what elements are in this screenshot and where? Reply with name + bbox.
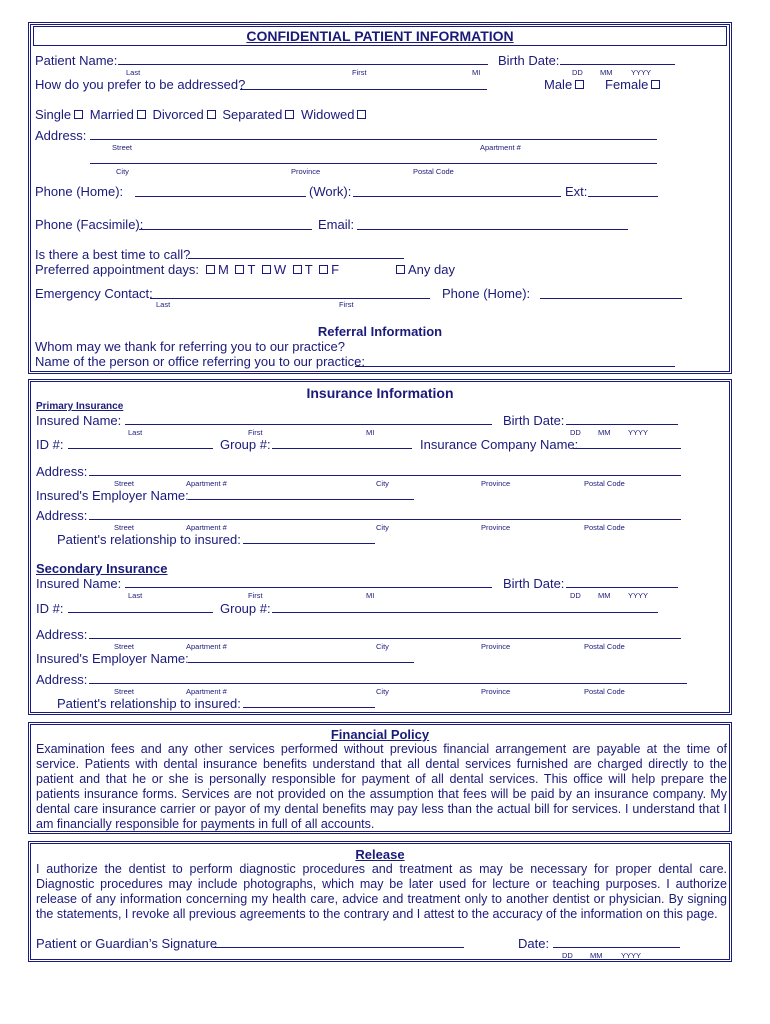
primary-employer-address-label: Address: — [36, 508, 88, 523]
secondary-employer-address-label: Address: — [36, 672, 88, 687]
emergency-phone-field[interactable] — [540, 286, 682, 299]
addr-sub-city: City — [116, 167, 129, 176]
secondary-emp-province: Province — [481, 687, 511, 696]
page-title: CONFIDENTIAL PATIENT INFORMATION — [246, 28, 514, 44]
name-sub-last: Last — [126, 68, 141, 77]
secondary-date-mm: MM — [598, 591, 611, 600]
primary-emp-city: City — [376, 523, 389, 532]
financial-heading: Financial Policy — [330, 727, 430, 742]
referral-q2: Name of the person or office referring you to our practice: — [35, 354, 365, 369]
separated-label: Separated — [222, 107, 283, 122]
primary-group-label: Group #: — [220, 437, 271, 452]
phone-home-field[interactable] — [135, 184, 306, 197]
primary-address-field[interactable] — [89, 463, 681, 476]
secondary-heading: Secondary Insurance — [36, 561, 168, 576]
secondary-addr-province: Province — [481, 642, 511, 651]
secondary-relationship-label: Patient's relationship to insured: — [57, 696, 241, 711]
email-label: Email: — [318, 217, 355, 232]
married-checkbox[interactable] — [137, 110, 146, 119]
primary-heading: Primary Insurance — [36, 401, 124, 412]
secondary-emp-street: Street — [114, 687, 135, 696]
secondary-group-field[interactable] — [272, 600, 658, 613]
emergency-field[interactable] — [150, 286, 430, 299]
secondary-insured-name-field[interactable] — [125, 575, 492, 588]
single-label: Single — [35, 107, 72, 122]
referral-heading: Referral Information — [317, 324, 443, 339]
secondary-sub-mi: MI — [366, 591, 375, 600]
address-pref-label: How do you prefer to be addressed? — [35, 77, 246, 92]
email-field[interactable] — [357, 217, 628, 230]
emergency-label: Emergency Contact: — [35, 286, 153, 301]
primary-date-dd: DD — [570, 428, 581, 437]
secondary-addr-postal: Postal Code — [584, 642, 625, 651]
primary-addr-apartment: Apartment # — [186, 479, 227, 488]
day-f-label: F — [331, 262, 340, 277]
addr-sub-province: Province — [291, 167, 321, 176]
secondary-emp-city: City — [376, 687, 389, 696]
release-heading: Release — [355, 847, 405, 862]
widowed-checkbox[interactable] — [357, 110, 366, 119]
primary-addr-postal: Postal Code — [584, 479, 625, 488]
primary-addr-street: Street — [114, 479, 135, 488]
primary-birth-field[interactable] — [566, 412, 678, 425]
any-day-option[interactable] — [393, 262, 455, 277]
ext-label: Ext: — [565, 184, 588, 199]
release-date-mm: MM — [590, 951, 603, 960]
day-m-checkbox[interactable] — [206, 265, 215, 274]
release-date-yyyy: YYYY — [621, 951, 642, 960]
divorced-checkbox[interactable] — [207, 110, 216, 119]
primary-date-yyyy: YYYY — [628, 428, 649, 437]
primary-company-label: Insurance Company Name: — [420, 437, 579, 452]
day-t1-label: T — [247, 262, 256, 277]
insurance-heading: Insurance Information — [306, 385, 454, 401]
primary-insured-name-field[interactable] — [125, 412, 492, 425]
male-checkbox[interactable] — [575, 80, 584, 89]
secondary-addr-apartment: Apartment # — [186, 642, 227, 651]
financial-text: Examination fees and any other services performed without previous financial arrangement are payable at the time of service. Patients with dental insurance benefits understand that all dental services furnished are charged directly to the patient and that he or she is personally responsible for payment of all dental services. This office will help prepare the patients insurance forms. Services are not provided on the assumption that fees will be paid by an insurance company. My dental care insurance carrier or payor of my dental benefits may pay less than the actual bill for services. I understand that I am financially responsible for payments in full of all accounts. — [36, 742, 727, 831]
work-field[interactable] — [353, 184, 561, 197]
any-day-label: Any day — [408, 262, 455, 277]
secondary-id-label: ID #: — [36, 601, 64, 616]
primary-sub-last: Last — [128, 428, 143, 437]
patient-name-label: Patient Name: — [35, 53, 118, 68]
address-pref-field[interactable] — [240, 77, 487, 90]
secondary-insured-name-label: Insured Name: — [36, 576, 122, 591]
married-label: Married — [89, 107, 134, 122]
primary-employer-field[interactable] — [188, 487, 414, 500]
male-option[interactable] — [544, 77, 587, 92]
secondary-emp-apartment: Apartment # — [186, 687, 227, 696]
day-f-checkbox[interactable] — [319, 265, 328, 274]
primary-emp-apartment: Apartment # — [186, 523, 227, 532]
female-option[interactable] — [605, 77, 663, 92]
primary-group-field[interactable] — [272, 436, 412, 449]
release-date-dd: DD — [562, 951, 573, 960]
marital-row — [35, 107, 369, 122]
single-checkbox[interactable] — [74, 110, 83, 119]
primary-company-field[interactable] — [573, 436, 681, 449]
secondary-addr-street: Street — [114, 642, 135, 651]
day-m-label: M — [218, 262, 229, 277]
pref-days-label: Preferred appointment days: — [35, 262, 200, 277]
secondary-addr-city: City — [376, 642, 389, 651]
birth-date-label: Birth Date: — [498, 53, 560, 68]
secondary-date-dd: DD — [570, 591, 581, 600]
release-date-label: Date: — [518, 936, 550, 951]
day-w-label: W — [273, 262, 287, 277]
secondary-id-field[interactable] — [68, 600, 213, 613]
emergency-phone-label: Phone (Home): — [442, 286, 531, 301]
signature-label: Patient or Guardian’s Signature — [36, 936, 218, 951]
primary-address-label: Address: — [36, 464, 88, 479]
female-label: Female — [605, 77, 649, 92]
secondary-group-label: Group #: — [220, 601, 271, 616]
emergency-sub-last: Last — [156, 300, 171, 309]
primary-addr-city: City — [376, 479, 389, 488]
primary-employer-label: Insured's Employer Name: — [36, 488, 189, 503]
primary-sub-first: First — [248, 428, 263, 437]
fax-label: Phone (Facsimile): — [35, 217, 144, 232]
secondary-sub-last: Last — [128, 591, 143, 600]
secondary-sub-first: First — [248, 591, 263, 600]
primary-sub-mi: MI — [366, 428, 375, 437]
primary-emp-street: Street — [114, 523, 135, 532]
secondary-emp-postal: Postal Code — [584, 687, 625, 696]
primary-relationship-field[interactable] — [243, 531, 375, 544]
secondary-relationship-field[interactable] — [243, 695, 375, 708]
primary-employer-address-field[interactable] — [89, 507, 681, 520]
divorced-label: Divorced — [152, 107, 204, 122]
primary-emp-postal: Postal Code — [584, 523, 625, 532]
date-sub-yyyy: YYYY — [631, 68, 652, 77]
primary-id-label: ID #: — [36, 437, 64, 452]
primary-id-field[interactable] — [68, 436, 213, 449]
date-sub-dd: DD — [572, 68, 583, 77]
secondary-birth-label: Birth Date: — [503, 576, 565, 591]
secondary-birth-field[interactable] — [566, 575, 678, 588]
primary-birth-label: Birth Date: — [503, 413, 565, 428]
primary-relationship-label: Patient's relationship to insured: — [57, 532, 241, 547]
referral-field[interactable] — [355, 354, 675, 367]
any-day-checkbox[interactable] — [396, 265, 405, 274]
day-t2-checkbox[interactable] — [293, 265, 302, 274]
secondary-employer-address-field[interactable] — [89, 671, 687, 684]
date-sub-mm: MM — [600, 68, 613, 77]
signature-field[interactable] — [213, 935, 464, 948]
address-street-field[interactable] — [90, 127, 657, 140]
patient-name-field[interactable] — [118, 52, 488, 65]
separated-checkbox[interactable] — [285, 110, 294, 119]
release-text: I authorize the dentist to perform diagnostic procedures and treatment as may be necessary for proper dental care. Diagnostic procedures may include photographs, which may be later used for lecture or teaching purposes. I authorize release of any information concerning my health care, advice and treatment only to another dentist or physician. By signing the statements, I revoke all previous agreements to the contrary and I attest to the accuracy of the information on this page. — [36, 862, 727, 921]
male-label: Male — [544, 77, 573, 92]
secondary-employer-field[interactable] — [188, 650, 414, 663]
day-w-checkbox[interactable] — [262, 265, 271, 274]
name-sub-mi: MI — [472, 68, 481, 77]
release-date-field[interactable] — [553, 935, 680, 948]
female-checkbox[interactable] — [651, 80, 660, 89]
phone-home-label: Phone (Home): — [35, 184, 124, 199]
address-label: Address: — [35, 128, 87, 143]
secondary-address-field[interactable] — [89, 626, 681, 639]
primary-insured-name-label: Insured Name: — [36, 413, 122, 428]
secondary-address-label: Address: — [36, 627, 88, 642]
ext-field[interactable] — [588, 184, 658, 197]
secondary-employer-label: Insured's Employer Name: — [36, 651, 189, 666]
day-t1-checkbox[interactable] — [235, 265, 244, 274]
addr-sub-apartment: Apartment # — [480, 143, 521, 152]
addr-sub-street: Street — [112, 143, 133, 152]
addr-sub-postal: Postal Code — [413, 167, 454, 176]
fax-field[interactable] — [139, 217, 312, 230]
emergency-sub-first: First — [339, 300, 354, 309]
best-time-field[interactable] — [188, 246, 404, 259]
work-label: (Work): — [309, 184, 352, 199]
day-t2-label: T — [304, 262, 313, 277]
title-bar — [33, 26, 727, 46]
secondary-date-yyyy: YYYY — [628, 591, 649, 600]
best-time-label: Is there a best time to call? — [35, 247, 191, 262]
birth-date-field[interactable] — [560, 52, 675, 65]
primary-addr-province: Province — [481, 479, 511, 488]
name-sub-first: First — [352, 68, 367, 77]
widowed-label: Widowed — [301, 107, 355, 122]
pref-days-options — [203, 262, 339, 277]
referral-q1: Whom may we thank for referring you to our practice? — [35, 339, 345, 354]
primary-emp-province: Province — [481, 523, 511, 532]
address-city-field[interactable] — [90, 152, 657, 164]
primary-date-mm: MM — [598, 428, 611, 437]
